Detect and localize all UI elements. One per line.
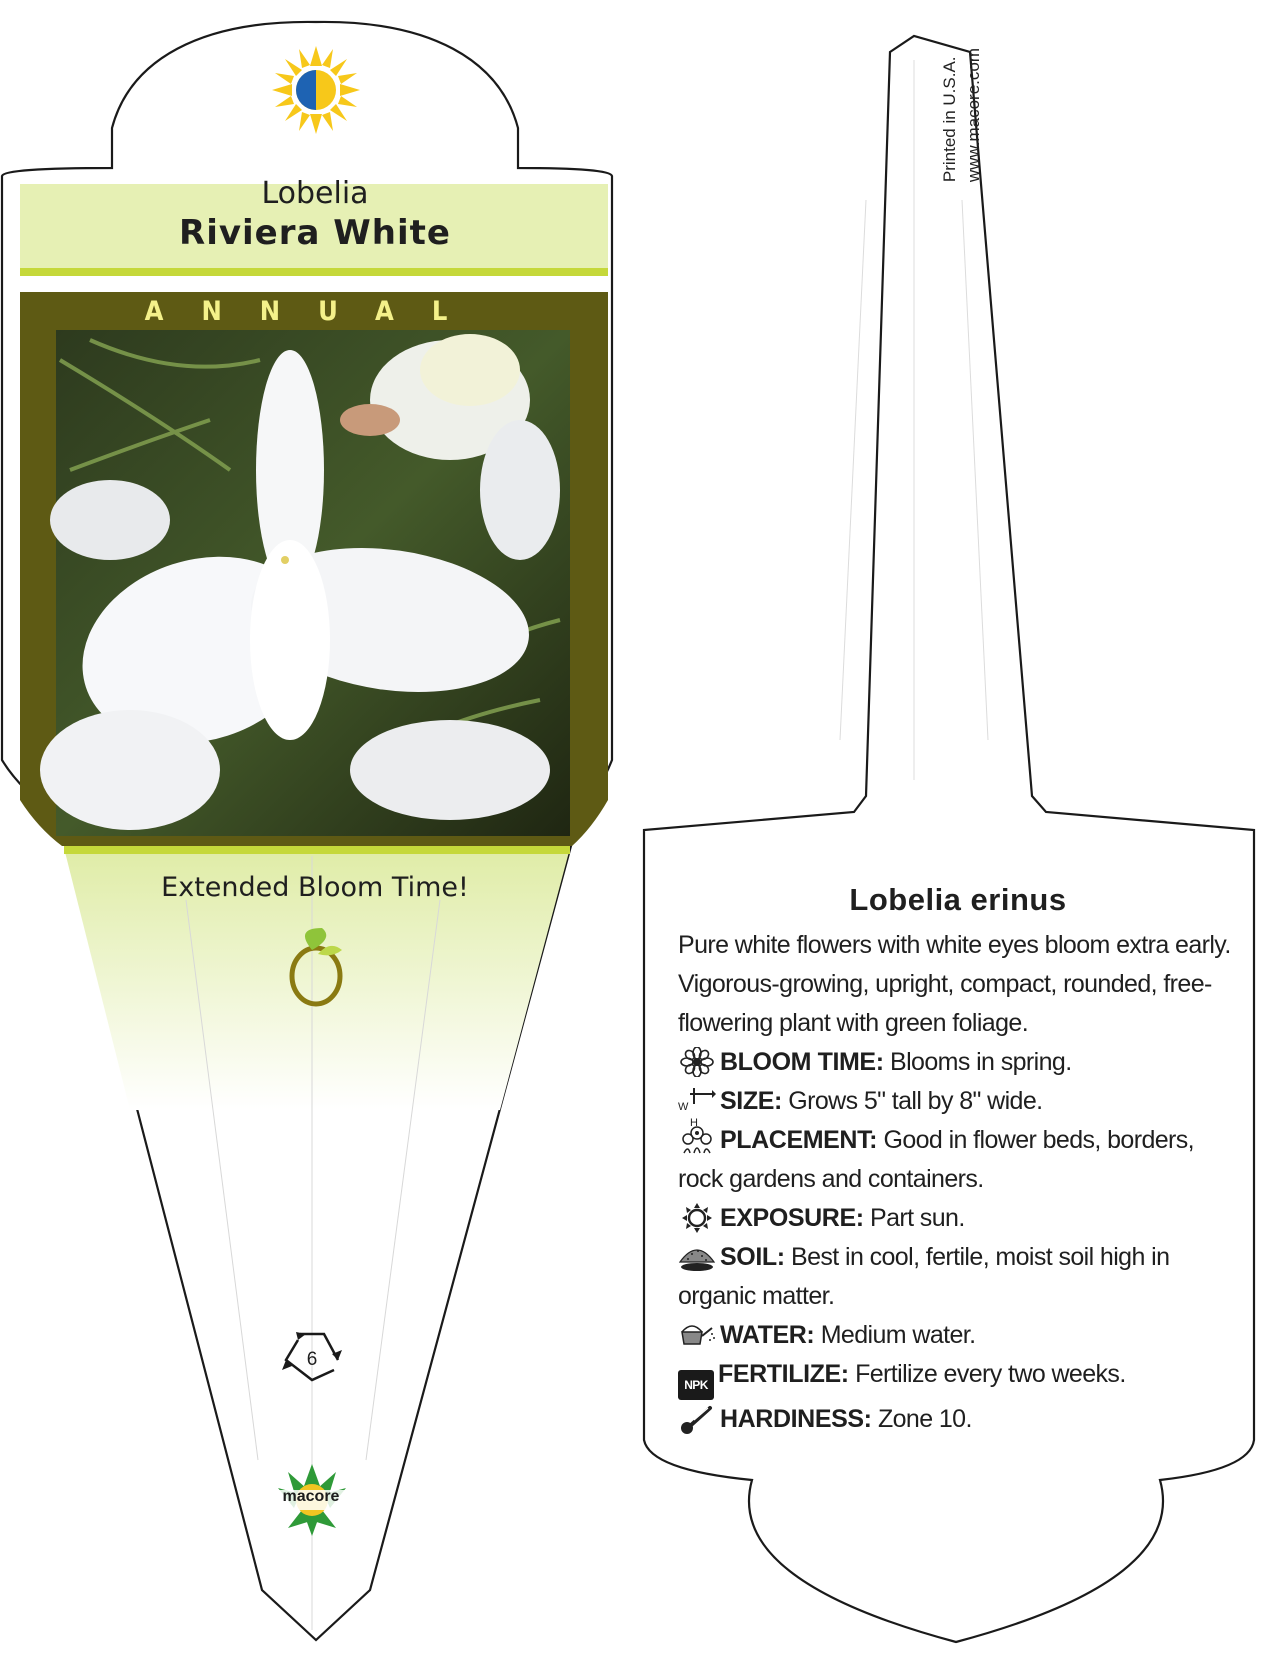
npk-label: NPK bbox=[684, 1378, 708, 1392]
care-bloom-time bbox=[678, 1043, 1238, 1082]
care-label: FERTILIZE: bbox=[718, 1360, 849, 1388]
care-text: Zone 10. bbox=[877, 1405, 972, 1433]
recycle-number: 6 bbox=[306, 1349, 318, 1370]
care-text: Part sun. bbox=[870, 1204, 965, 1232]
care-fertilize bbox=[678, 1355, 1238, 1400]
size-arrows-icon bbox=[678, 1086, 716, 1129]
care-placement bbox=[678, 1121, 1238, 1199]
plant-cultivar-name: Riviera White bbox=[179, 213, 451, 253]
plant-category: ANNUAL bbox=[144, 296, 486, 327]
care-text: Fertilize every two weeks. bbox=[855, 1360, 1126, 1388]
care-label: WATER: bbox=[720, 1321, 815, 1349]
care-label: PLACEMENT: bbox=[720, 1126, 878, 1154]
flower-icon bbox=[678, 1047, 716, 1077]
sun-half-shade-icon bbox=[272, 46, 360, 134]
back-info bbox=[678, 882, 1238, 1439]
care-text: Grows 5" tall by 8" wide. bbox=[788, 1087, 1043, 1115]
plant-description: Pure white flowers with white eyes bloom extra early. Vigorous-growing, upright, compact, rounded, free-flowering plant with green foliage. bbox=[678, 931, 1231, 1037]
care-label: EXPOSURE: bbox=[720, 1204, 864, 1232]
care-hardiness bbox=[678, 1400, 1238, 1439]
botanical-name: Lobelia erinus bbox=[849, 882, 1067, 917]
care-size bbox=[678, 1082, 1238, 1129]
thermometer-icon bbox=[678, 1404, 716, 1434]
care-text: Blooms in spring. bbox=[890, 1048, 1072, 1076]
flower-photo bbox=[40, 330, 570, 836]
care-exposure bbox=[678, 1199, 1238, 1238]
print-info bbox=[938, 48, 986, 182]
care-label: SIZE: bbox=[720, 1087, 782, 1115]
plant-common-name: Lobelia bbox=[261, 176, 369, 211]
care-water bbox=[678, 1316, 1238, 1355]
care-text: Best in cool, fertile, moist soil high in organic matter. bbox=[678, 1243, 1170, 1310]
care-soil bbox=[678, 1238, 1238, 1316]
sun-outline-icon bbox=[678, 1203, 716, 1233]
care-text: Good in flower beds, borders, rock gardens and containers. bbox=[678, 1126, 1195, 1193]
size-w-label: W bbox=[678, 1101, 688, 1113]
website-link: www.macore.com bbox=[964, 48, 983, 183]
brand-name: macore bbox=[282, 1488, 340, 1505]
watering-can-icon bbox=[678, 1320, 716, 1350]
front-title-block bbox=[20, 176, 610, 254]
soil-pile-icon bbox=[678, 1242, 716, 1272]
npk-icon bbox=[678, 1370, 714, 1400]
care-text: Medium water. bbox=[820, 1321, 976, 1349]
care-label: SOIL: bbox=[720, 1243, 785, 1271]
printed-in: Printed in U.S.A. bbox=[940, 56, 959, 183]
size-h-label: H bbox=[690, 1117, 698, 1129]
tagline: Extended Bloom Time! bbox=[161, 872, 469, 903]
care-label: BLOOM TIME: bbox=[720, 1048, 884, 1076]
care-label: HARDINESS: bbox=[720, 1405, 872, 1433]
